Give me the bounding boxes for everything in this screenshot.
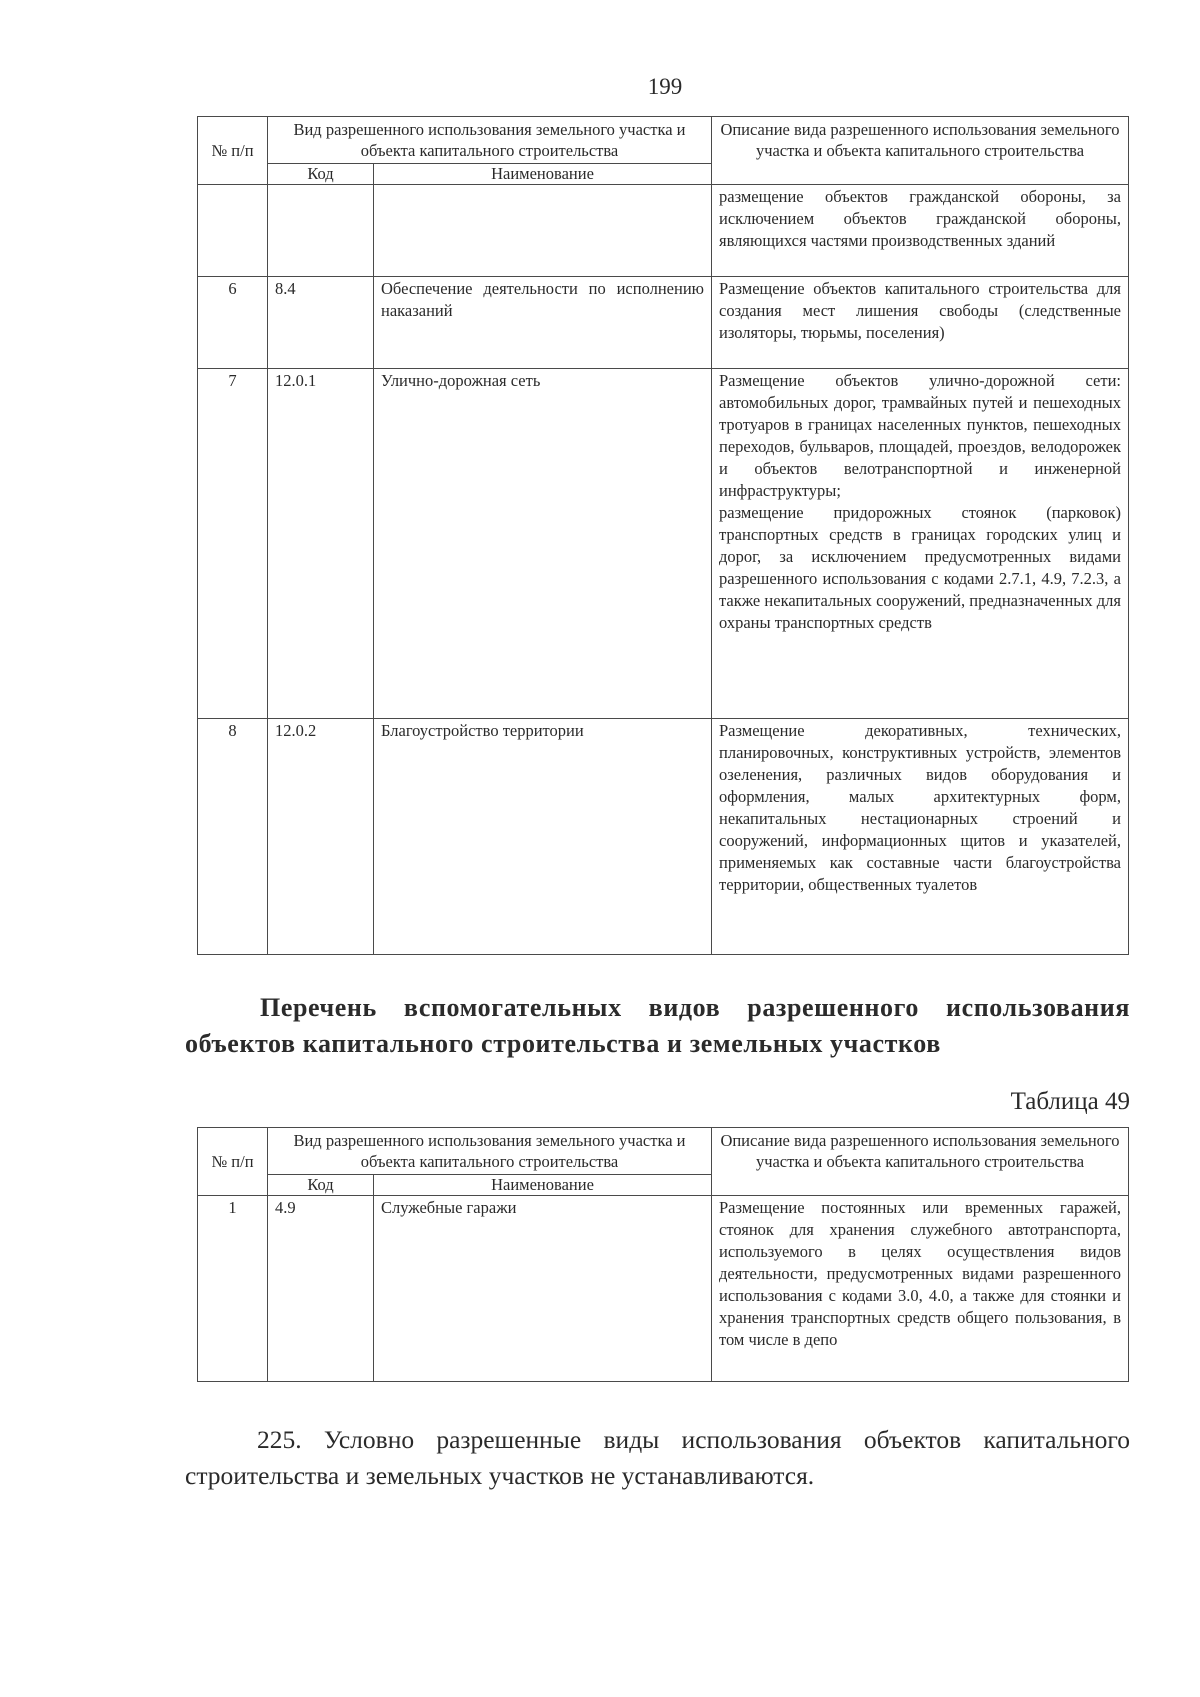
table-row (198, 185, 1129, 277)
row-num: 1 (198, 1196, 268, 1382)
row-description-text: Размещение постоянных или временных гаражей, стоянок для хранения служебного автотранспорта, используемого в целях осуществления видов деятельности, предусмотренных видами разрешенного использования с кодами 3.0, 4.0, а также для стоянки и хранения транспортных средств общего пользования, в том числе в депо (719, 1198, 1121, 1349)
header-type-group: Вид разрешенного использования земельного участка и объекта капитального строительства (268, 1128, 712, 1175)
row-code: 12.0.2 (268, 719, 374, 955)
row-description (712, 185, 1129, 277)
row-description-text: размещение объектов гражданской обороны, за исключением объектов гражданской обороны, являющихся частями производственных зданий (719, 187, 1121, 250)
closing-paragraph-line2: строительства и земельных участков не устанавливаются. (185, 1461, 815, 1490)
row-description (712, 719, 1129, 955)
table-row (198, 369, 1129, 719)
row-description (712, 1196, 1129, 1382)
row-code (268, 185, 374, 277)
row-description (712, 277, 1129, 369)
header-description: Описание вида разрешенного использования земельного участка и объекта капитального строительства (712, 1128, 1129, 1196)
section-heading-line1: Перечень вспомогательных видов разрешенного использования (260, 993, 1130, 1022)
row-description-text: Размещение декоративных, технических, планировочных, конструктивных устройств, элементов озеленения, различных видов оборудования и оформления, малых архитектурных форм, некапитальных нестационарных строений и сооружений, информационных щитов и указателей, применяемых как составные части благоустройства территории, общественных туалетов (719, 721, 1121, 894)
row-description (712, 369, 1129, 719)
closing-paragraph-line1: 225. Условно разрешенные виды использования объектов капитального (257, 1425, 1130, 1454)
header-description: Описание вида разрешенного использования земельного участка и объекта капитального строительства (712, 117, 1129, 185)
row-code: 12.0.1 (268, 369, 374, 719)
row-name: Обеспечение деятельности по исполнению наказаний (374, 277, 712, 369)
table-row (198, 719, 1129, 955)
table-row (198, 1196, 1129, 1382)
header-name: Наименование (374, 1175, 712, 1196)
table-header-row (198, 1128, 1129, 1175)
table-header-row (198, 117, 1129, 164)
row-num: 7 (198, 369, 268, 719)
row-num: 6 (198, 277, 268, 369)
row-description-text: Размещение объектов капитального строительства для создания мест лишения свободы (следственные изоляторы, тюрьмы, поселения) (719, 279, 1121, 342)
row-num: 8 (198, 719, 268, 955)
header-code: Код (268, 1175, 374, 1196)
section-heading-line2: объектов капитального строительства и земельных участков (185, 1029, 941, 1058)
page-number: 199 (647, 74, 683, 99)
table-caption: Таблица 49 (1010, 1088, 1130, 1115)
row-code: 8.4 (268, 277, 374, 369)
row-name: Служебные гаражи (374, 1196, 712, 1382)
row-num (198, 185, 268, 277)
row-code: 4.9 (268, 1196, 374, 1382)
row-description-text-2: размещение придорожных стоянок (парковок) транспортных средств в границах городских улиц и дорог, за исключением предусмотренных видами разрешенного использования с кодами 2.7.1, 4.9, 7.2.3, а также некапитальных сооружений, предназначенных для охраны транспортных средств (719, 503, 1121, 632)
header-num: № п/п (198, 117, 268, 185)
row-description-text: Размещение объектов улично-дорожной сети: автомобильных дорог, трамвайных путей и пешеходных тротуаров в границах населенных пунктов, пешеходных переходов, бульваров, площадей, проездов, велодорожек и объектов велотранспортной и инженерной инфраструктуры; (719, 371, 1121, 500)
table-row (198, 277, 1129, 369)
header-num: № п/п (198, 1128, 268, 1196)
row-name (374, 185, 712, 277)
header-type-group: Вид разрешенного использования земельного участка и объекта капитального строительства (268, 117, 712, 164)
header-code: Код (268, 164, 374, 185)
auxiliary-land-use-table (197, 1127, 1129, 1382)
row-name: Улично-дорожная сеть (374, 369, 712, 719)
header-name: Наименование (374, 164, 712, 185)
closing-paragraph (185, 1422, 1130, 1494)
row-name: Благоустройство территории (374, 719, 712, 955)
section-heading (185, 990, 1130, 1062)
land-use-table-continued (197, 116, 1129, 955)
